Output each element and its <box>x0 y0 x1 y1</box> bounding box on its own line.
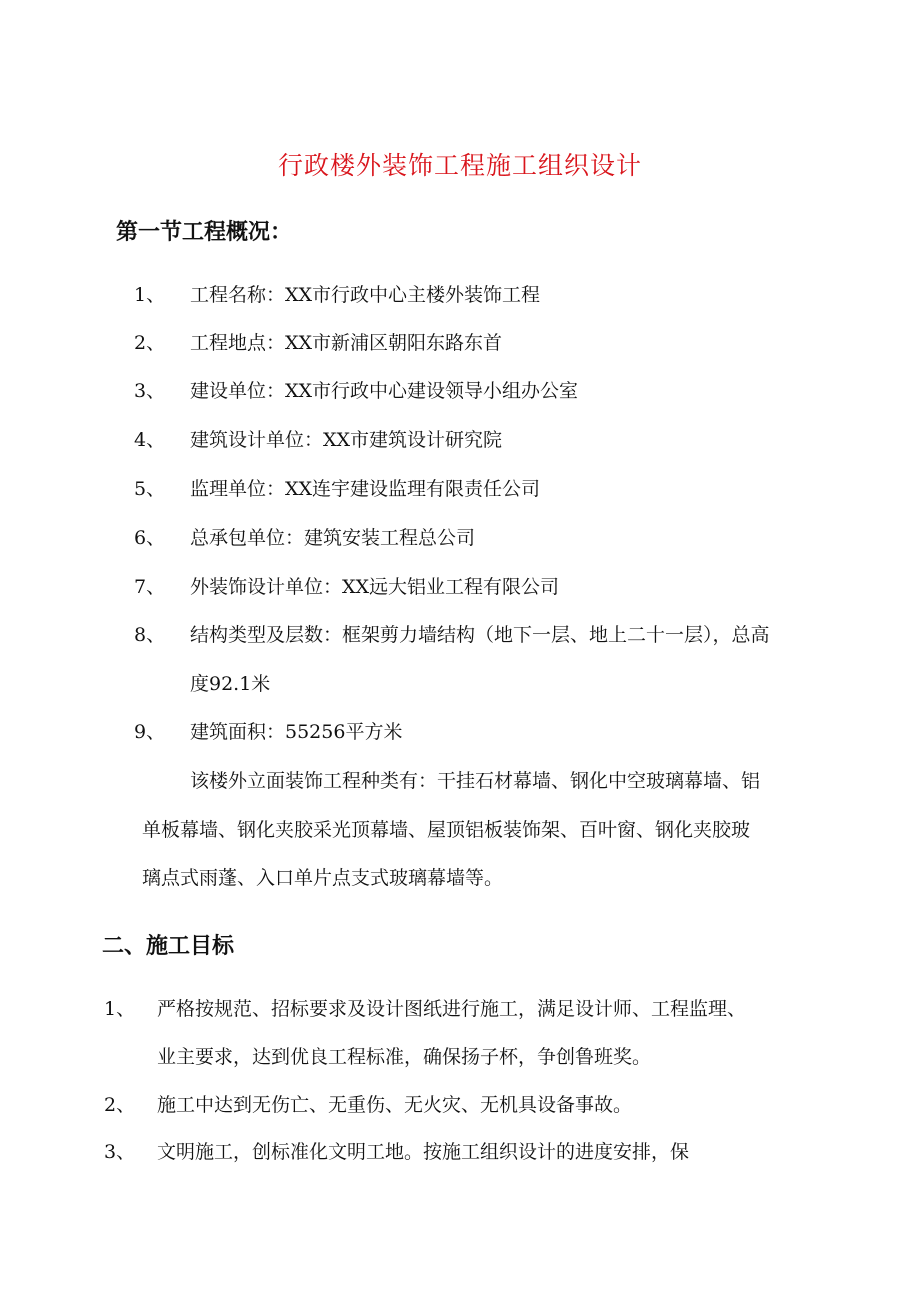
list-item-number: 9、 <box>134 721 166 743</box>
list-item-number: 2、 <box>134 332 166 354</box>
list-item-text: 施工中达到无伤亡、无重伤、无火灾、无机具设备事故。 <box>157 1094 633 1116</box>
list-item-number: 6、 <box>134 527 166 549</box>
list-item-number: 2、 <box>104 1094 136 1116</box>
list-item-text: 严格按规范、招标要求及设计图纸进行施工，满足设计师、工程监理、 <box>157 998 747 1020</box>
list-item-number: 4、 <box>134 429 166 451</box>
list-item-text: 工程名称：XX市行政中心主楼外装饰工程 <box>190 284 541 306</box>
section-heading-overview: 第一节工程概况： <box>116 220 293 245</box>
list-item-text-continued: 业主要求，达到优良工程标准，确保扬子杯，争创鲁班奖。 <box>157 1046 652 1068</box>
list-item-number: 3、 <box>104 1141 136 1163</box>
list-item-text: 建筑面积：55256平方米 <box>190 721 403 743</box>
list-item-number: 3、 <box>134 380 166 402</box>
list-item-text: 监理单位：XX连宇建设监理有限责任公司 <box>190 478 541 500</box>
list-item-number: 7、 <box>134 576 166 598</box>
list-item-text: 文明施工，创标准化文明工地。按施工组织设计的进度安排，保 <box>157 1141 690 1163</box>
list-item-number: 8、 <box>134 624 166 646</box>
list-item-number: 5、 <box>134 478 166 500</box>
list-item-text-continued: 度92.1米 <box>190 673 271 695</box>
list-item-text: 建筑设计单位：XX市建筑设计研究院 <box>190 429 503 451</box>
list-item-text: 结构类型及层数：框架剪力墙结构（地下一层、地上二十一层），总高 <box>190 624 770 646</box>
list-item-text: 建设单位：XX市行政中心建设领导小组办公室 <box>190 380 579 402</box>
list-item-number: 1、 <box>104 998 136 1020</box>
section-heading-goals: 二、施工目标 <box>102 934 235 959</box>
list-item-text: 总承包单位：建筑安装工程总公司 <box>190 527 476 549</box>
paragraph-line: 单板幕墙、钢化夹胶采光顶幕墙、屋顶铝板装饰架、百叶窗、钢化夹胶玻 <box>142 819 751 841</box>
paragraph-line: 该楼外立面装饰工程种类有：干挂石材幕墙、钢化中空玻璃幕墙、铝 <box>190 770 761 792</box>
list-item-number: 1、 <box>134 284 166 306</box>
list-item-text: 工程地点：XX市新浦区朝阳东路东首 <box>190 332 503 354</box>
document-title: 行政楼外装饰工程施工组织设计 <box>277 151 642 180</box>
paragraph-line: 璃点式雨蓬、入口单片点支式玻璃幕墙等。 <box>142 867 504 889</box>
list-item-text: 外装饰设计单位：XX远大铝业工程有限公司 <box>190 576 560 598</box>
